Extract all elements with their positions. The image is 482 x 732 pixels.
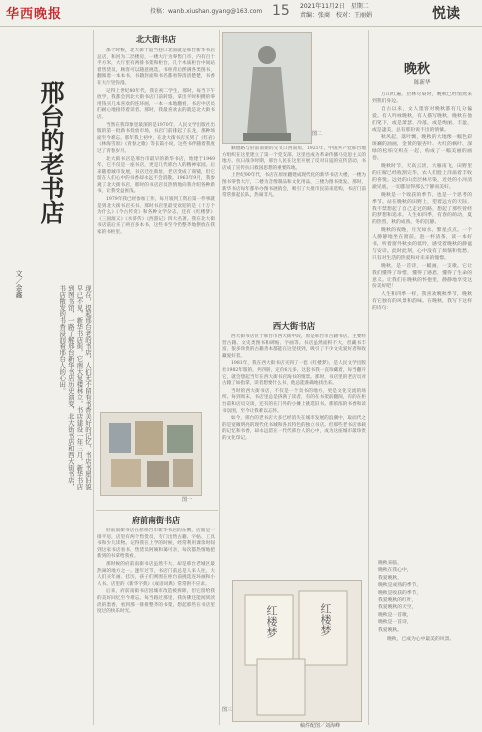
portrait-illustration bbox=[223, 33, 311, 143]
heading-fuqian-south-street-bookstore: 府前南街书店 bbox=[132, 515, 180, 525]
paragraph: 北大街书店是邢台市最早的新华书店，始建于1949年，它不仅是一座书店，更是几代邢台人的精神家园。后来随着城市发展，书店迁往新址，老店变成了商铺，但它留在人们心中的书香却永远不会消散。1963年9月，我参观了北大街书店，那时的书店店员热情地向我介绍各种新书，让我受益匪浅。 bbox=[97, 156, 215, 195]
books-illustration bbox=[233, 581, 361, 721]
paragraph: 当时的西大街书店，不仅是一个卖书的地方，更是文化交流的场所。每到周末，书店里总是挤满了读者，有的在书架前翻阅，有的在柜台前和店员交谈，还有的在门外的小摊上挑选旧书。那浓浓的书香和读书氛围，至今让我难以忘怀。 bbox=[222, 388, 366, 414]
paragraph: 晚秋的夜晚，月光如水，繁星点点。一个人静静地坐在窗前，泡一杯清茶，读一本好书，听着窗外秋虫的低吟，感受着晚秋的静谧与安详。此时此刻，心中没有了烦恼和忧愁，只有对生活的热爱和对未来的憧憬。 bbox=[372, 228, 472, 261]
photo-historic-portrait bbox=[222, 32, 312, 144]
article-west-street-text bbox=[222, 334, 366, 472]
paragraph: 西大街书店位于邢台市西大街中段，原是邢台市古籍书店，主要经营古籍、文史类图书和碑帖、字画等。书店虽然面积不大，但藏书丰富，很多珍贵的古籍善本都能在这里找到，吸引了不少文史爱好者和收藏爱好者。 bbox=[222, 334, 366, 359]
essay-ending: 晚秋，已成为心中最美的风景。 bbox=[387, 637, 455, 643]
heading-north-street-bookstore: 北大街书店 bbox=[136, 34, 176, 44]
column-divider bbox=[368, 30, 369, 725]
photo-caption-1: 图一 bbox=[182, 497, 193, 503]
verse-line: 晚秋来临， bbox=[378, 561, 402, 566]
paragraph: 自古以来，文人墨客对晚秋都有几分偏爱。有人吟咏晚秋，有人描写晚秋，晚秋在他们笔下，或是萧瑟、冷落，或是绚丽、丰盈，或是凄美，总有那份说不出的情愫。 bbox=[372, 106, 472, 133]
paragraph: 那个时候，北大街十道当巷口北面就是邢台新华书店总店，和河为二层楼房，一楼大厅为零售门市，内有百十平方米，大厅里有两排书架和柜台，几个木质柜台中间站着售货员，顾客可以随意挑选，书柜背后摆满各类图书，翻阅着一本本书，书籍封面和书名都看得清清楚楚，书香在大厅里弥漫。 bbox=[97, 48, 215, 86]
photo-red-chamber-books bbox=[232, 580, 362, 722]
photo-caption-2: 图二 bbox=[312, 131, 323, 137]
verse-line: 晚秋是收获的季节， bbox=[378, 590, 422, 596]
old-books-illustration bbox=[101, 413, 201, 495]
verse-line: 我爱晚秋的红叶， bbox=[378, 598, 417, 604]
verse-line: 我爱晚秋的天空， bbox=[378, 605, 417, 611]
editor-line: 责编：张商 校对：王丽娟 bbox=[300, 12, 373, 19]
section-title: 悦读 bbox=[432, 6, 460, 22]
issue-date: 2021年11月2日 星期二 bbox=[300, 3, 369, 10]
photo-credit: 稿件配图／刘海峰 bbox=[300, 723, 341, 729]
essay-body bbox=[372, 92, 472, 554]
article-author: 文／金鑫 bbox=[15, 270, 23, 298]
essay-author: 陈新华 bbox=[414, 80, 431, 86]
section-divider bbox=[96, 510, 218, 511]
masthead bbox=[0, 0, 482, 27]
article-history-text bbox=[222, 146, 366, 246]
article-title: 邢台的老书店 bbox=[36, 80, 65, 224]
paragraph: 晚秋时节，天高云淡，大雁南飞，田野里的庄稼已经收割完毕，农人们脸上洋溢着丰收的喜悦。远处的山峦层林尽染，近处的小河清澈见底，一切都显得那么宁静而美好。 bbox=[372, 164, 472, 190]
verse-line: 我爱晚秋。 bbox=[378, 627, 402, 633]
paragraph: 府前南街书店在原邢台市新华书店的东侧，店面是一排平房，店里有两个售货员，专门出售古籍、字帖、工具书和少儿读物。记得我在上学的时候，经常利用课余时间到这家书店看书，售货员阿姨和蔼可亲，每次都热情地把新到的书拿给我看。 bbox=[97, 528, 215, 560]
paragraph: 1981年，我在西大街书店买到了一套《红楼梦》，是人民文学出版社1982年版的，共四册，定价6元多。这套书我一直珍藏着，每当翻开它，就会想起当年在西大街书店淘书的情景。那时，书店里的老店员对古籍了如指掌，读者想要什么书，他总能准确地找出来。 bbox=[222, 361, 366, 387]
verse-line: 我爱晚秋， bbox=[378, 575, 402, 581]
photo-old-books bbox=[100, 412, 202, 496]
article-fuqian-text bbox=[97, 528, 215, 724]
paragraph: 如今，邢台的老书店大多已经消失在城市发展的浪潮中，取而代之的是宽敞明亮的现代化书城和各具特色的独立书店。但那些老书店承载的记忆和书香，却永远留在一代代邢台人的心中，成为这座城市最珍贵的文化印记。 bbox=[222, 416, 366, 441]
verse-line: 晚秋是成熟的季节， bbox=[378, 583, 422, 589]
paragraph: 晚秋是一个收获的季节，也是一个思考的季节。站在晚秋的田野上，望着远方的天际，我不禁想起了自己走过的路，想起了那些曾经的梦想和追求。人生如四季，有春的萌动，夏的热烈，秋的成熟，冬的沉静。 bbox=[372, 192, 472, 226]
page-number: 15 bbox=[272, 3, 290, 19]
paragraph: 那时候的府前南街书店虽然不大，却是邢台老城区最热闹的地方之一。逢年过节，书店门前总是人来人往，大人们买年画、挂历，孩子们则围在柜台前挑选连环画和小人书。店里的《新华字典》《成语词典》常常供不应求。 bbox=[97, 561, 215, 587]
paragraph: 1979年我已经参加工作，每月领到工资后第一件事就是到北大街书店买书。那时书店里最受欢迎的是《十万个为什么》《今古传奇》和各种文学杂志，还有《红楼梦》《三国演义》《水浒传》《西游记》四大名著。我在北大街书店前后买了两百多本书，这些书至今仍整齐地摆放在我家的书柜里。 bbox=[97, 197, 215, 236]
verse-line: 晚秋是一首诗， bbox=[378, 620, 412, 626]
essay-title: 晚秋 bbox=[404, 62, 431, 77]
heading-west-street-bookstore: 西大街书店 bbox=[272, 322, 316, 332]
paragraph: 记得上世纪80年代，我在初二学生，那时，每当下午放学，我都会到北大街书店门前转悠，拿出平时积攒的零用钱买几本喜欢的连环画，一本一本地翻看，书店中店员们耐心地接待着读者。那时，我最喜欢去的就是北大街书店。 bbox=[97, 88, 215, 120]
column-divider bbox=[93, 30, 94, 725]
intro-text: 现在，提起邢台老的书店，人们无不留有书香美好的记忆，书店书屋旧貌早已不见，新华书店街，它南大复楼林立，书店建设一年三月，新华书店到图书馆，一路了解邢台新华书店历史演变，北大街书店和西大街书店，书店散发的书香浸润着邢台人的心田。 bbox=[58, 285, 92, 490]
photo-caption-3: 图三 bbox=[222, 707, 233, 713]
paragraph: 秋风起，落叶飘，晚秋的大地像一幅色彩斑斓的油画，金黄的银杏叶、火红的枫叶、深绿的松柏交织在一起，构成了一幅美丽的画卷。 bbox=[372, 135, 472, 162]
paragraph: 后来，府前南街书店因城市改造被拆除，但它留给我的美好回忆至今难忘。每当路过那里，我仿佛还能闻到淡淡的墨香，看到那一排排整齐的书架，想起那些在书店里度过的快乐时光。 bbox=[97, 589, 215, 615]
paragraph: 晚秋，是一首诗，一幅画，一支歌。它让我们懂得了珍惜，懂得了感恩，懂得了生命的意义。让我们在晚秋的怀抱里，静静地享受这份美好吧！ bbox=[372, 263, 472, 290]
submission-email: 投稿：wanb.xiushan.gyang@163.com bbox=[150, 8, 263, 15]
paragraph: 顺德路与府前南街的交叉口西南角，1921年，中国共产党邢台地方组织在这里建立了第一个党支部，这里也成为革命传播马克思主义的地方。抗日战争时期，邢台人民在这里开展了反对日寇的宣传活动，书店成了宣传抗日救国思想的重要阵地。 bbox=[222, 146, 366, 171]
book-title-2: 红楼梦 bbox=[319, 603, 332, 636]
paragraph: 当然在我印象里最深的是1970年，人民文学出版社出版的第一批新书投放市场，书店门前排起了长龙，那种场面至今难忘。那年我上初中，在北大街书店买到了《红岩》《林海雪原》《青春之歌》等长篇小说，这些书伴随着我度过了青春岁月。 bbox=[97, 122, 215, 154]
article-north-street-text bbox=[97, 48, 215, 308]
paragraph: 人生和四季一样，我喜欢晚秋季节，晚秋有它独有的风景和韵味。在晚秋，我写下这样的诗句： bbox=[372, 292, 472, 312]
verse-line: 晚秋在我心中， bbox=[378, 568, 412, 574]
date-info bbox=[300, 2, 372, 20]
verse-line: 晚秋是一首歌， bbox=[378, 612, 412, 618]
paragraph: 万山红遍，层林尽染时，晚秋已经悄然来到我们身边。 bbox=[372, 92, 472, 104]
column-divider bbox=[219, 30, 220, 725]
book-title-1: 红楼梦 bbox=[265, 605, 278, 638]
newspaper-logo: 华西晚报 bbox=[6, 7, 63, 22]
verse-list bbox=[378, 560, 474, 643]
paragraph: 上世纪90年代，书店在原址翻建成现代化的新华书店大楼，一楼为图书零售大厅，二楼为音像制品和文化用品，三楼为图书批发。那时，新华书店每年都举办图书展销会，吸引了大批市民前来选购，书店门前常常排起长队，热闹非凡。 bbox=[222, 173, 366, 199]
